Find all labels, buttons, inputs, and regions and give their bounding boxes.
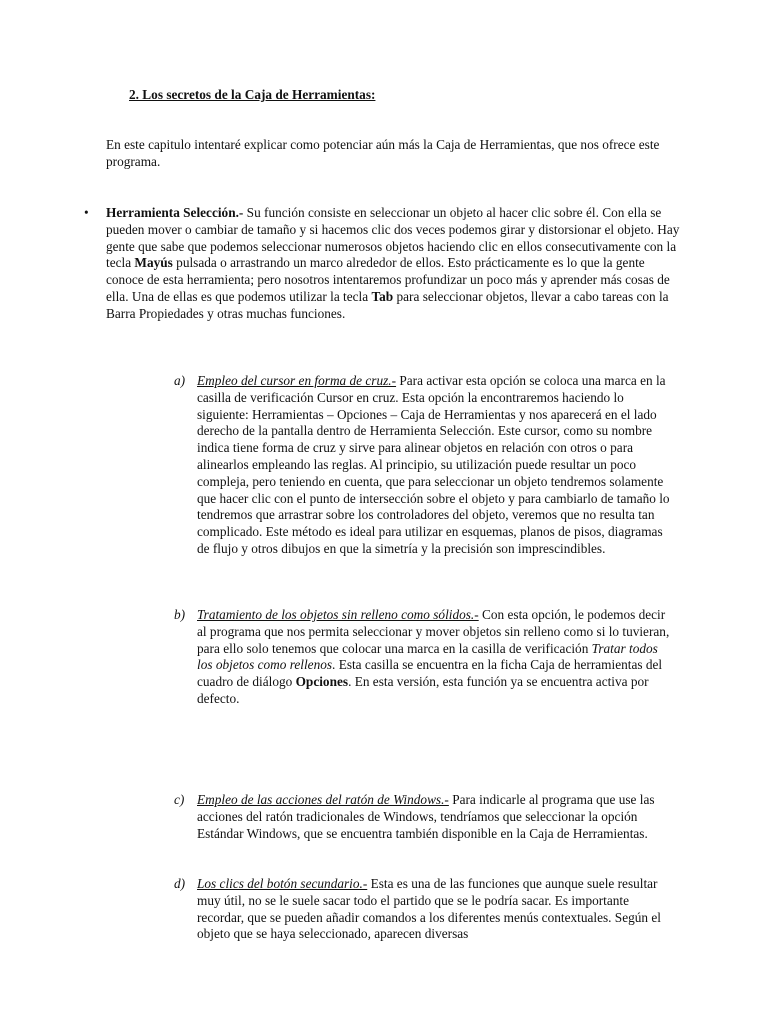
- bullet-text-2: pulsada o arrastrando un marco alrededor de ellos. Esto prácticamente es lo que la gente conoce de esta herramienta; pero nosotros intentaremos profundizar un poco más y aprender más cosas de ella. Una de ellas es que podemos utilizar la tecla: [106, 255, 670, 304]
- bullet-title: Herramienta Selección.-: [106, 205, 244, 220]
- item-a-marker: a): [174, 373, 186, 388]
- item-b-text-3: . En esta versión, esta función ya se encuentra activa por defecto.: [197, 674, 649, 706]
- item-c-paragraph: [197, 792, 671, 842]
- bullet-text-1: Su función consiste en seleccionar un objeto al hacer clic sobre él. Con ella se pueden mover o cambiar de tamaño y si hacemos clic dos veces podemos girar y distorsionar el objeto. Hay gente que sabe que podemos seleccionar numerosos objetos haciendo clic en ellos consecutivamente con la tecla: [106, 205, 680, 271]
- item-c-title: Empleo de las acciones del ratón de Windows.-: [197, 792, 449, 807]
- item-b-paragraph: [197, 607, 671, 708]
- item-b-title: Tratamiento de los objetos sin relleno como sólidos.-: [197, 607, 479, 622]
- item-d-paragraph: [197, 876, 671, 943]
- bullet-bold-mayus: Mayús: [134, 255, 173, 271]
- item-a-paragraph: [197, 373, 671, 558]
- bullet-text-3: para seleccionar objetos, llevar a cabo tareas con la Barra Propiedades y otras muchas funciones.: [106, 288, 669, 321]
- item-c-text: Para indicarle al programa que use las acciones del ratón tradicionales de Windows, tendríamos que seleccionar la opción Estándar Windows, que se encuentra también disponible en la Caja de Herramientas.: [197, 792, 655, 841]
- section-heading: 2. Los secretos de la Caja de Herramientas:: [129, 87, 376, 102]
- bullet-marker: •: [84, 205, 89, 220]
- bullet-paragraph: [106, 205, 684, 323]
- item-d-title: Los clics del botón secundario.-: [197, 876, 368, 891]
- item-c-marker: c): [174, 792, 185, 807]
- item-b-bold-opciones: Opciones: [295, 674, 349, 690]
- item-d-marker: d): [174, 876, 186, 891]
- item-a-text: Para activar esta opción se coloca una marca en la casilla de verificación Cursor en cruz. Esta opción la encontraremos haciendo lo siguiente: Herramientas – Opciones – Caja de Herramientas y nos aparecerá en el lado derecho de la pantalla dentro de Herramienta Selección. Este cursor, como su nombre indica tiene forma de cruz y sirve para alinear objetos en relación con otros o para alinearlos empleando las reglas. Al principio, su utilización puede resultar un poco compleja, pero teniendo en cuenta, que para seleccionar un objeto tendremos solamente que hacer clic con el punto de intersección sobre el objeto y para cambiarlo de tamaño lo tendremos que arrastrar sobre los controladores del objeto, veremos que no resulta tan complicado. Este método es ideal para utilizar en esquemas, planos de pisos, diagramas de flujo y otros dibujos en que la simetría y la precisión son imprescindibles.: [197, 373, 670, 556]
- item-a-title: Empleo del cursor en forma de cruz.-: [197, 373, 397, 388]
- item-b-marker: b): [174, 607, 186, 622]
- intro-paragraph: En este capitulo intentaré explicar como potenciar aún más la Caja de Herramientas, que nos ofrece este programa.: [106, 137, 660, 169]
- item-b-text-1: Con esta opción, le podemos decir al programa que nos permita seleccionar y mover objetos sin relleno como si lo tuvieran, para ello solo tenemos que colocar una marca en la casilla de verificación: [197, 607, 670, 656]
- bullet-bold-tab: Tab: [371, 288, 394, 304]
- item-b-text-2: . Esta casilla se encuentra en la ficha Caja de herramientas del cuadro de diálogo: [197, 657, 663, 690]
- item-b-italic: Tratar todos los objetos como rellenos: [197, 640, 658, 673]
- item-d-text: Esta es una de las funciones que aunque suele resultar muy útil, no se le suele sacar todo el partido que se le podría sacar. Es importante recordar, que se pueden añadir comandos a los diferentes menús contextuales. Según el objeto que se haya seleccionado, aparecen diversas: [197, 876, 661, 942]
